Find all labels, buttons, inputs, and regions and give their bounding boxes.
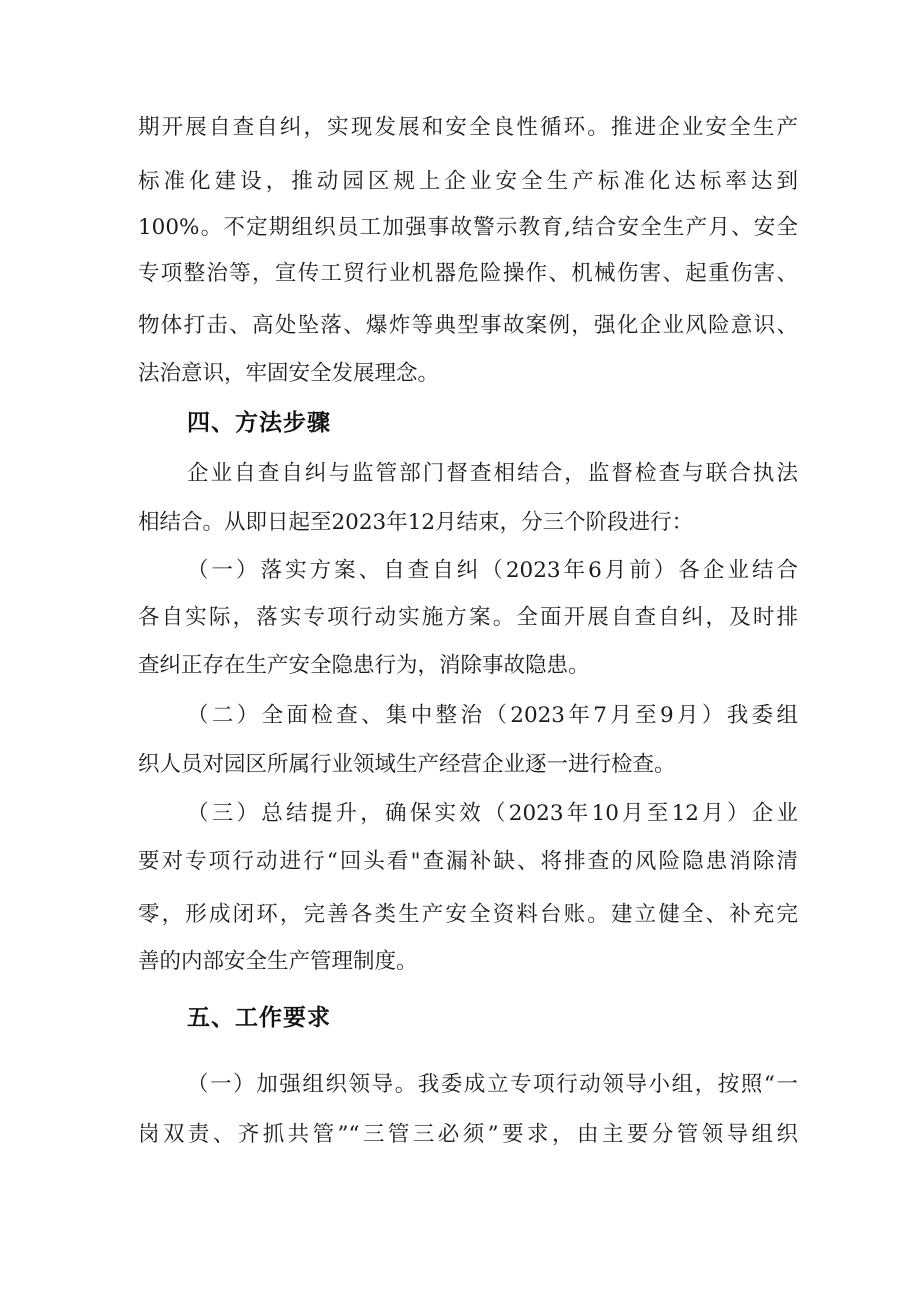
section-heading: 五、工作要求 <box>187 1005 331 1031</box>
paragraph-line: （二）全面检查、集中整治（2023年7月至9月）我委组 <box>187 703 798 728</box>
paragraph-line: 相结合。从即日起至2023年12月结束，分三个阶段进行： <box>138 510 694 535</box>
paragraph-line: 法治意识，牢固安全发展理念。 <box>138 361 440 386</box>
paragraph-line: 期开展自查自纠，实现发展和安全良性循环。推进企业安全生产 <box>138 115 798 140</box>
paragraph-line: 查纠正存在生产安全隐患行为，消除事故隐患。 <box>138 653 590 678</box>
paragraph-line: 100%。不定期组织员工加强事故警示教育,结合安全生产月、安全 <box>138 215 798 240</box>
paragraph-line: 岗双责、齐抓共管”“三管三必须”要求，由主要分管领导组织 <box>138 1122 798 1147</box>
paragraph-line: 标准化建设，推动园区规上企业安全生产标准化达标率达到 <box>138 169 798 194</box>
paragraph-line: （一）落实方案、自查自纠（2023年6月前）各企业结合 <box>187 558 798 583</box>
section-heading: 四、方法步骤 <box>187 410 331 436</box>
paragraph-line: 织人员对园区所属行业领域生产经营企业逐一进行检查。 <box>138 752 676 777</box>
paragraph-line: 物体打击、高处坠落、爆炸等典型事故案例，强化企业风险意识、 <box>138 313 798 338</box>
paragraph-line: 善的内部安全生产管理制度。 <box>138 949 418 974</box>
paragraph-line: 要对专项行动进行“回头看"查漏补缺、将排查的风险隐患消除清 <box>138 849 798 874</box>
paragraph-line: （一）加强组织领导。我委成立专项行动领导小组，按照“一 <box>187 1072 798 1097</box>
paragraph-line: 企业自查自纠与监管部门督查相结合，监督检查与联合执法 <box>187 461 798 486</box>
paragraph-line: （三）总结提升，确保实效（2023年10月至12月）企业 <box>187 801 798 826</box>
paragraph-line: 各自实际，落实专项行动实施方案。全面开展自查自纠，及时排 <box>138 605 798 630</box>
paragraph-line: 专项整治等，宣传工贸行业机器危险操作、机械伤害、起重伤害、 <box>138 261 798 286</box>
paragraph-line: 零，形成闭环，完善各类生产安全资料台账。建立健全、补充完 <box>138 902 798 927</box>
